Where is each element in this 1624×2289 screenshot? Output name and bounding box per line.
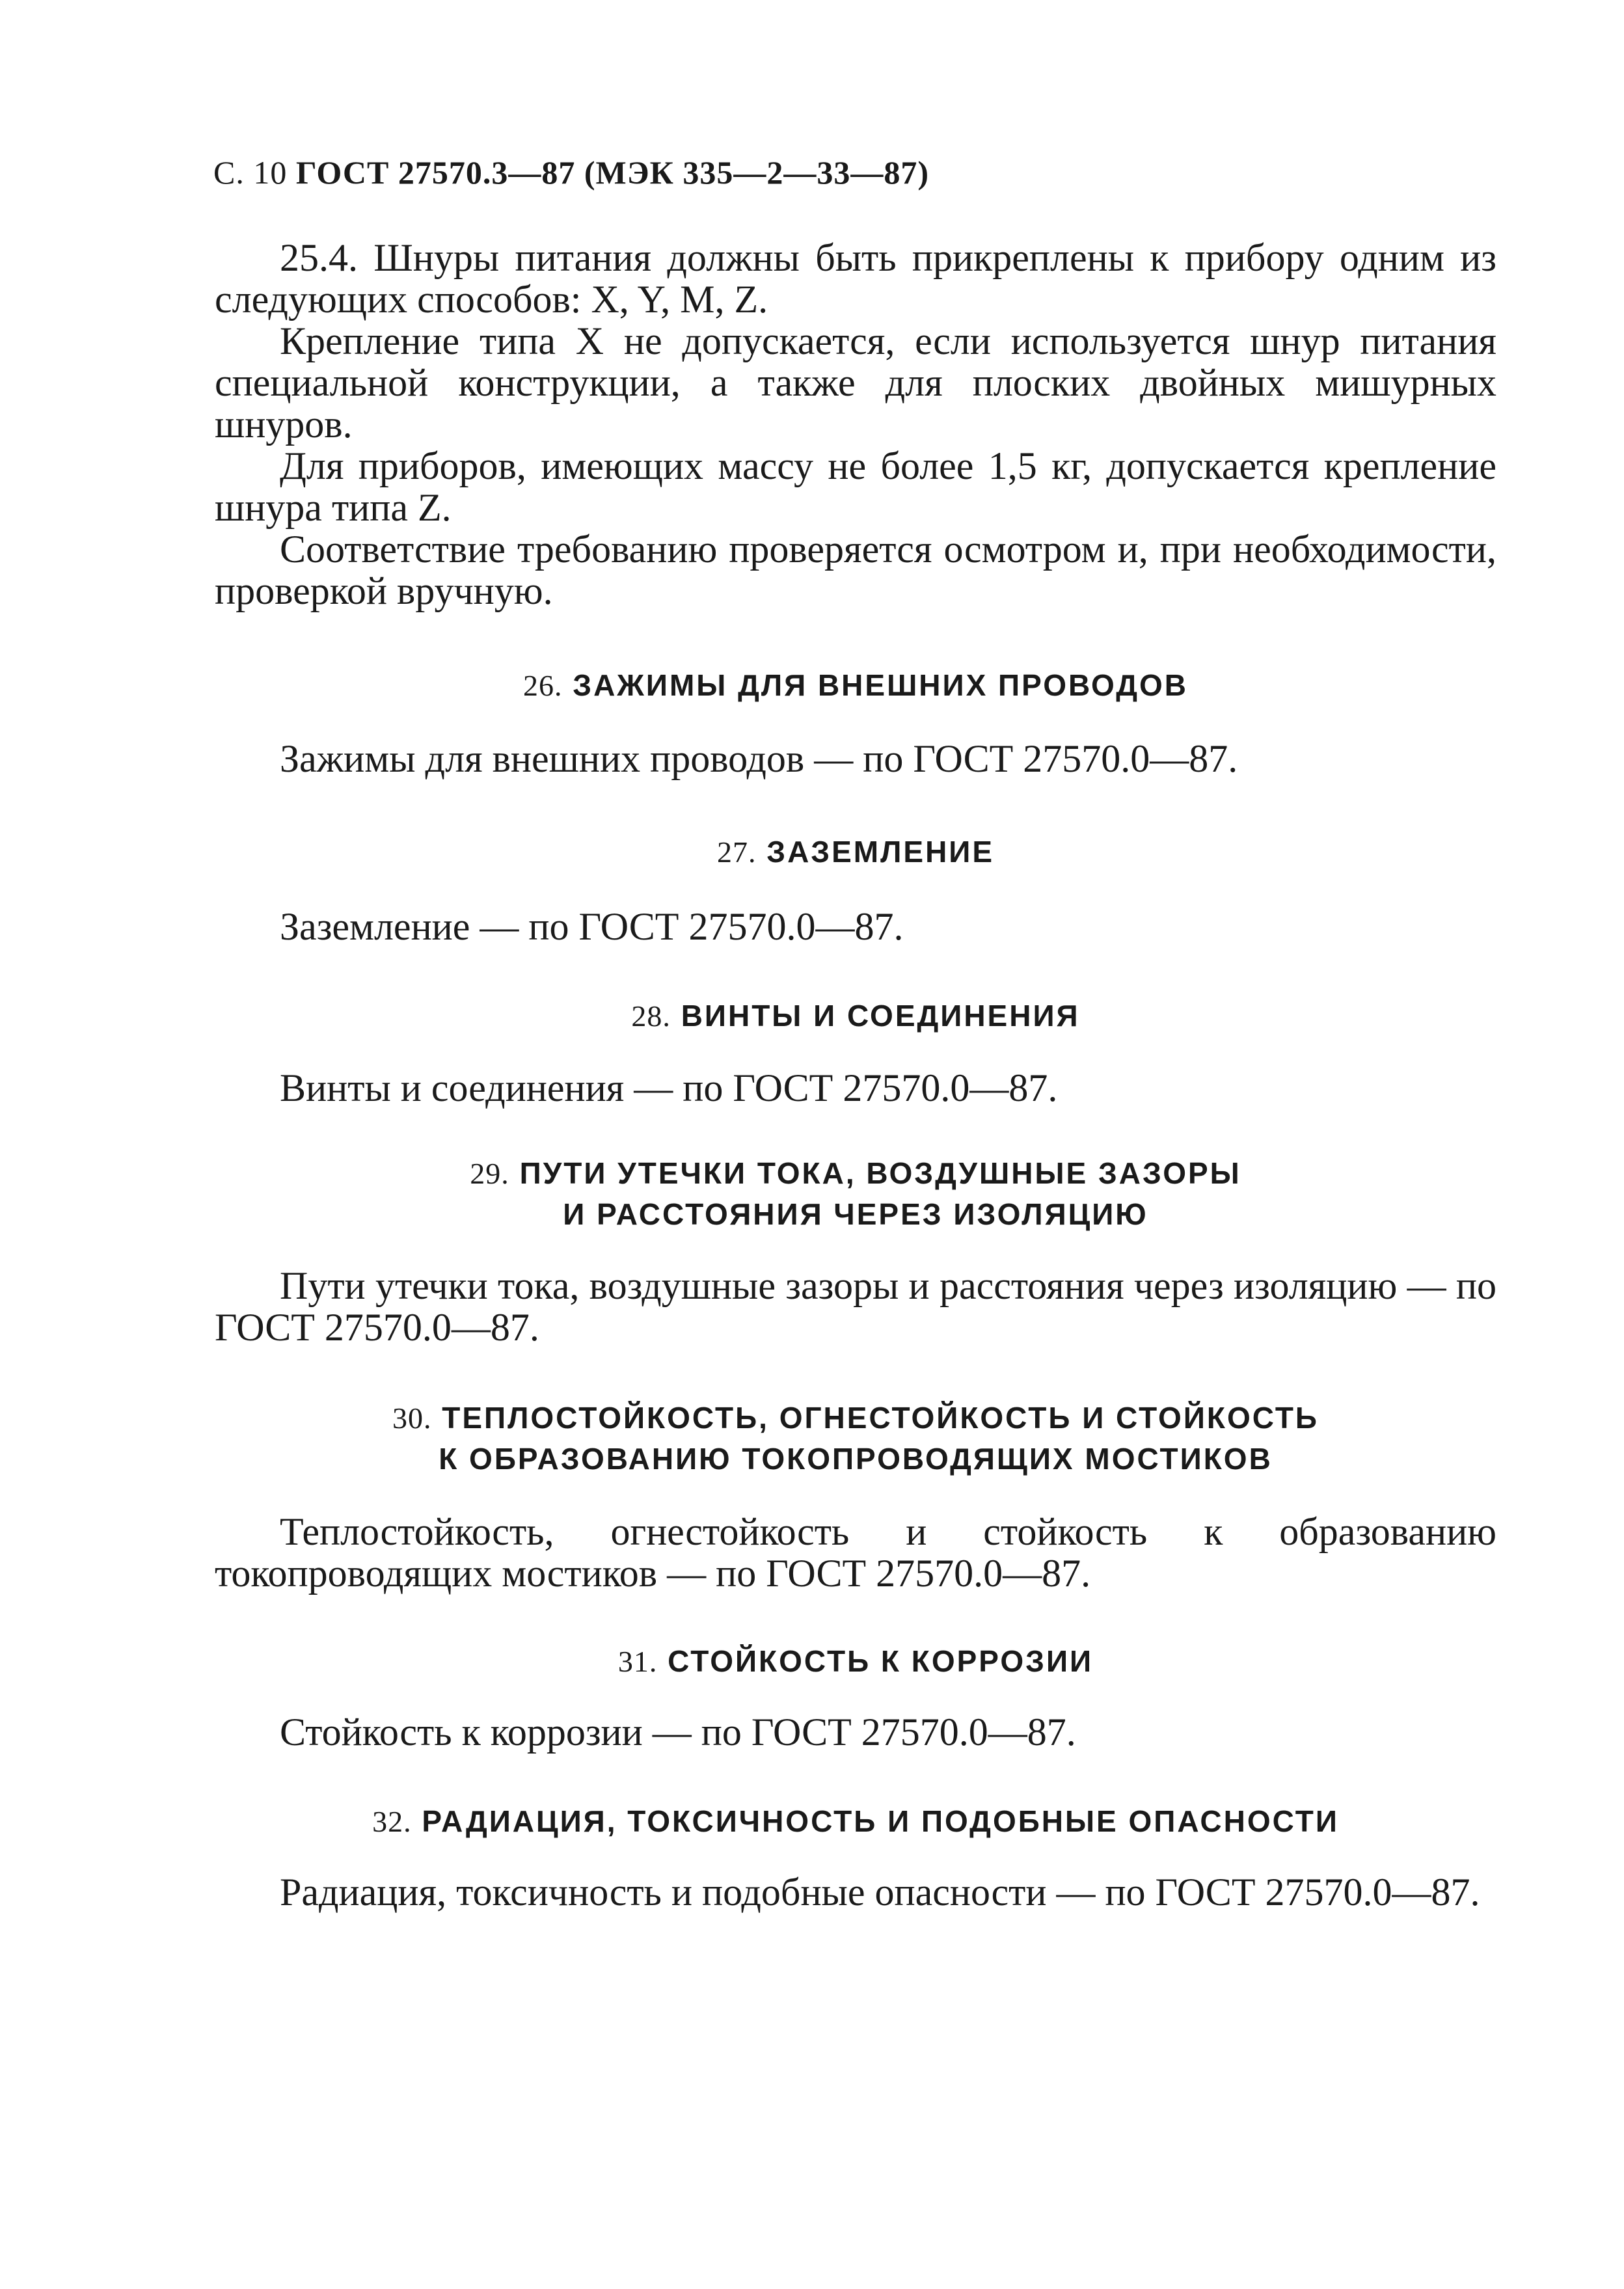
clause-25-4-para-4: Соответствие требованию проверяется осмотром и, при необходимости, проверкой вручную. — [215, 528, 1496, 612]
clause-25-4-para-2: Крепление типа X не допускается, если используется шнур питания специальной конструкции, а также для плоских двойных мишурных шнуров. — [215, 319, 1496, 446]
clause-25-4-para-3: Для приборов, имеющих массу не более 1,5 кг, допускается крепление шнура типа Z. — [215, 444, 1496, 529]
section-32-body — [215, 1871, 1496, 1913]
section-28-heading — [215, 996, 1496, 1036]
section-32-text: Радиация, токсичность и подобные опасности — по ГОСТ 27570.0—87. — [280, 1871, 1480, 1914]
page-number: С. 10 — [213, 154, 288, 191]
section-title-line: ЗАЖИМЫ ДЛЯ ВНЕШНИХ ПРОВОДОВ — [573, 668, 1188, 702]
section-title-line: СТОЙКОСТЬ К КОРРОЗИИ — [668, 1644, 1094, 1678]
section-number: 27. — [716, 835, 757, 869]
section-28-text: Винты и соединения — по ГОСТ 27570.0—87. — [280, 1066, 1058, 1109]
section-29-heading — [215, 1153, 1496, 1234]
section-number: 30. — [392, 1402, 432, 1435]
section-number: 29. — [470, 1157, 509, 1190]
section-31-heading — [215, 1641, 1496, 1682]
section-title-line: ЗАЗЕМЛЕНИЕ — [766, 835, 995, 869]
clause-25-4-para-1: 25.4. Шнуры питания должны быть прикреплены к прибору одним из следующих способов: X, Y, M, Z. — [215, 236, 1496, 321]
section-number: 31. — [617, 1645, 658, 1678]
section-number: 32. — [372, 1805, 412, 1838]
clause-25-4 — [215, 237, 1496, 612]
section-number: 28. — [631, 999, 671, 1033]
section-29-body — [215, 1265, 1496, 1348]
section-26-heading — [215, 665, 1496, 706]
section-30-heading — [215, 1398, 1496, 1479]
section-title-line: РАДИАЦИЯ, ТОКСИЧНОСТЬ И ПОДОБНЫЕ ОПАСНОСТИ — [422, 1804, 1339, 1838]
running-header — [213, 154, 929, 191]
section-30-body — [215, 1511, 1496, 1594]
section-27-text: Заземление — по ГОСТ 27570.0—87. — [280, 905, 904, 948]
section-number: 26. — [522, 669, 563, 702]
section-title-line: К ОБРАЗОВАНИЮ ТОКОПРОВОДЯЩИХ МОСТИКОВ — [439, 1442, 1273, 1476]
section-29-text: Пути утечки тока, воздушные зазоры и расстояния через изоляцию — по ГОСТ 27570.0—87. — [215, 1264, 1496, 1349]
section-title-line: ПУТИ УТЕЧКИ ТОКА, ВОЗДУШНЫЕ ЗАЗОРЫ — [519, 1156, 1241, 1190]
standard-designation: ГОСТ 27570.3—87 (МЭК 335—2—33—87) — [295, 154, 930, 191]
section-31-text: Стойкость к коррозии — по ГОСТ 27570.0—87. — [280, 1711, 1076, 1754]
section-30-text: Теплостойкость, огнестойкость и стойкость к образованию токопроводящих мостиков — по ГОСТ 27570.0—87. — [215, 1510, 1496, 1595]
section-26-text: Зажимы для внешних проводов — по ГОСТ 27570.0—87. — [280, 737, 1238, 780]
section-title-line: И РАССТОЯНИЯ ЧЕРЕЗ ИЗОЛЯЦИЮ — [563, 1197, 1148, 1231]
section-title-line: ТЕПЛОСТОЙКОСТЬ, ОГНЕСТОЙКОСТЬ И СТОЙКОСТЬ — [442, 1401, 1319, 1435]
section-title-line: ВИНТЫ И СОЕДИНЕНИЯ — [681, 999, 1080, 1033]
section-27-heading — [215, 832, 1496, 873]
section-32-heading — [215, 1801, 1496, 1842]
